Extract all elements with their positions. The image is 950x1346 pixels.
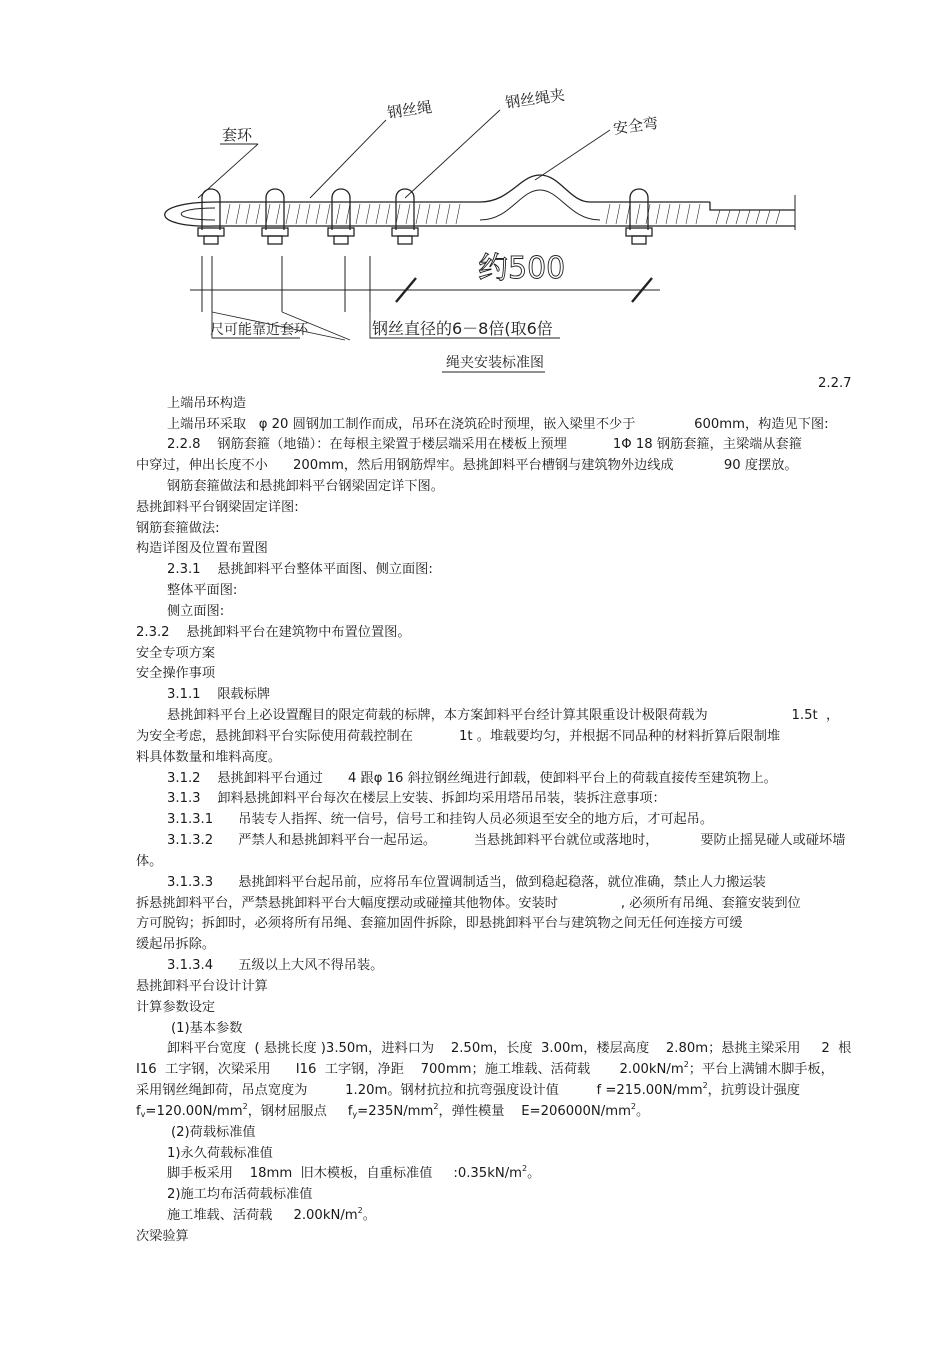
label-safety-bend: 安全弯 [612,113,660,138]
figure-caption: 绳夹安装标准图 [446,355,544,371]
wire-rope-main [215,175,710,202]
text-line: 拆悬挑卸料平台，严禁悬挑卸料平台大幅度摆动或碰撞其他物体。安装时 , 必须所有吊绳、套箍安装到位 [136,896,801,911]
rope-clip-2 [262,189,288,244]
text-line: 3.1.3.3 悬挑卸料平台起吊前，应将吊车位置调制适当，做到稳起稳落，就位准确，禁止人力搬运装 [167,875,766,890]
text-line: 3.1.3.4 五级以上大风不得吊装。 [167,958,384,973]
text-line: 3.1.1 限载标牌 [167,687,271,702]
text-line: 缓起吊拆除。 [136,937,216,952]
label-rope-clip: 钢丝绳夹 [504,85,566,112]
text-line: 次梁验算 [136,1229,189,1244]
label-about-500: 约500 [478,251,566,286]
rope-clip-4 [392,189,418,244]
label-clip-spacing: 钢丝直径的6－8倍(取6倍 [372,319,553,338]
text-line-with-subscripts: $f_v=120.00N/mm^2$，钢材屈服点 $f_y=235N/mm^2$，弹性模量 $E=206000N/mm^2$。 [136,1102,650,1119]
text-line: 2.2.8 钢筋套箍（地锚）：在每根主梁置于楼层端采用在楼板上预埋 1Φ 18 钢筋套箍，主梁端从套箍 [167,437,802,452]
text-line: 悬挑卸料平台钢梁固定详图: [136,500,299,515]
text-line: 构造详图及位置布置图 [136,541,268,556]
text-line-with-superscript: 脚手板采用 18mm 旧木模板，自重标准值 $:0.35kN/m^2$。 [167,1164,541,1181]
text-line: 悬挑卸料平台设计计算 [136,979,268,994]
text-line: 3.1.3 卸料悬挑卸料平台每次在楼层上安装、拆卸均采用塔吊吊装，装拆注意事项： [167,791,666,806]
label-close-to-thimble: 尺可能靠近套环 [210,322,308,338]
text-line-with-superscript: I16 工字钢，次梁采用 I16 工字钢，净距 700mm；施工堆载、活荷载 $2.00kN/m^2$；平台上满铺木脚手板， [136,1060,834,1077]
rope-clip-1 [198,189,224,244]
text-line: 钢筋套箍做法和悬挑卸料平台钢梁固定详下图。 [167,479,444,494]
text-line: 2)施工均布活荷载标准值 [167,1187,313,1202]
text-line: 整体平面图: [167,583,238,598]
text-line: 为安全考虑，悬挑卸料平台实际使用荷载控制在 1t 。堆载要均匀，并根据不同品种的材料折算后限制堆 [136,729,781,744]
text-line: 3.1.2 悬挑卸料平台通过 4 跟φ 16 斜拉钢丝绳进行卸载，使卸料平台上的荷载直接传至建筑物上。 [167,771,777,786]
rope-clip-5 [626,189,652,244]
label-wire-rope: 钢丝绳 [386,97,434,122]
text-line-with-superscript: 采用钢丝绳卸荷，吊点宽度为 1.20m。钢材抗拉和抗弯强度设计值 $f =215.00N/mm^2$，抗剪设计强度 [136,1081,800,1098]
text-line: 2.3.1 悬挑卸料平台整体平面图、侧立面图: [167,562,433,577]
text-line: 3.1.3.1 吊装专人指挥、统一信号，信号工和挂钩人员必须退至安全的地方后，才可起吊。 [167,812,714,827]
text-line: 卸料平台宽度 ( 悬挑长度 )3.50m，进料口为 2.50m，长度 3.00m，楼层高度 2.80m；悬挑主梁采用 2 根 [167,1041,852,1056]
text-line: (2)荷载标准值 [171,1125,256,1140]
text-line: 1)永久荷载标准值 [167,1146,273,1161]
text-line: 安全专项方案 [136,646,216,661]
text-line: 悬挑卸料平台上必设置醒目的限定荷载的标牌，本方案卸料平台经计算其限重设计极限荷载为 1.5t ， [167,708,840,723]
wire-rope-clip-figure [140,80,820,380]
text-line: 料具体数量和堆料高度。 [136,750,282,765]
label-thimble: 套环 [222,126,253,144]
text-line: 上端吊环构造 [167,396,247,411]
text-line: (1)基本参数 [171,1021,243,1036]
rope-clip-3 [328,189,354,244]
wire-rope-clip-drawing [140,80,820,380]
text-line: 上端吊环采取 φ 20 圆钢加工制作而成，吊环在浇筑砼时预埋，嵌入梁里不少于 600mm，构造见下图: [167,417,829,432]
text-line: 2.3.2 悬挑卸料平台在建筑物中布置位置图。 [136,625,411,640]
text-line-with-superscript: 施工堆载、活荷载 $2.00kN/m^2$。 [167,1206,376,1223]
section-number-2-2-7: 2.2.7 [818,376,852,391]
text-line: 安全操作事项 [136,666,216,681]
text-line: 中穿过，伸出长度不小 200mm，然后用钢筋焊牢。悬挑卸料平台槽钢与建筑物外边线成 90 度摆放。 [136,458,798,473]
text-line: 计算参数设定 [136,1000,216,1015]
text-line: 方可脱钩；拆卸时，必须将所有吊绳、套箍加固件拆除，即悬挑卸料平台与建筑物之间无任何连接方可缓 [136,916,743,931]
text-line: 钢筋套箍做法: [136,521,220,536]
text-line: 体。 [136,854,163,869]
text-line: 侧立面图: [167,604,225,619]
thimble-loop [165,202,215,226]
text-line: 3.1.3.2 严禁人和悬挑卸料平台一起吊运。 当悬挑卸料平台就位或落地时， 要防止摇晃碰人或碰坏墙 [167,833,846,848]
